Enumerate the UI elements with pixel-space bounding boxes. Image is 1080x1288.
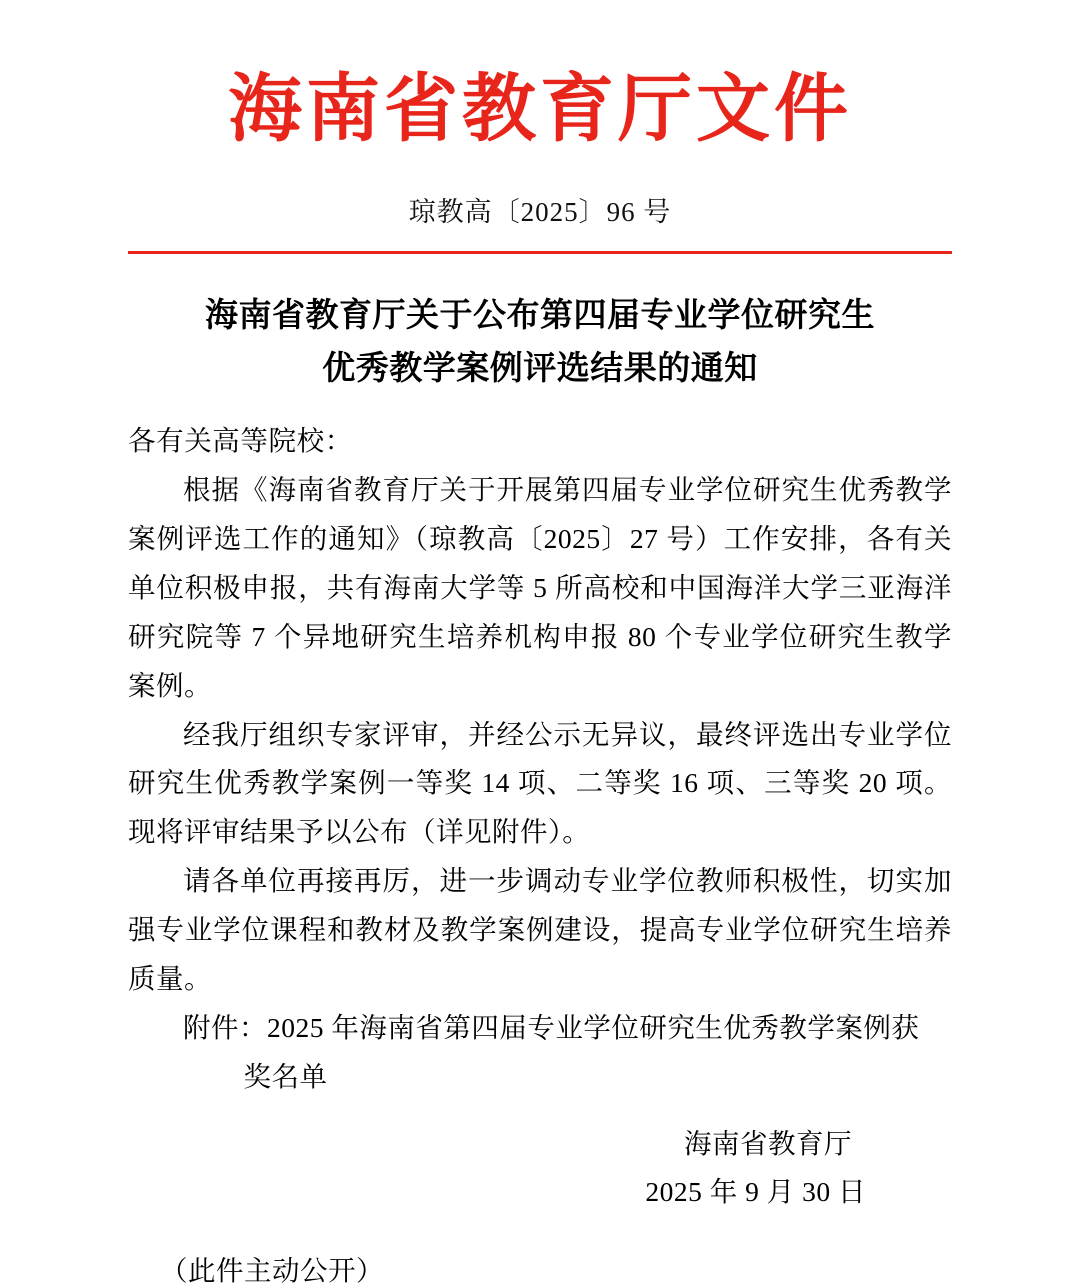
signature-date: 2025 年 9 月 30 日 [645, 1176, 866, 1208]
document-header-title: 海南省教育厅文件 [228, 66, 852, 152]
main-title-line-2: 优秀教学案例评选结果的通知 [322, 348, 758, 388]
attachment-line-1: 附件：2025 年海南省第四届专业学位研究生优秀教学案例获 [183, 1012, 920, 1044]
body-paragraph-3: 请各单位再接再厉，进一步调动专业学位教师积极性，切实加强专业学位课程和教材及教学案例建设，提高专业学位研究生培养质量。 [128, 865, 952, 995]
attachment-line-2: 奖名单 [243, 1061, 328, 1093]
red-divider-rule [128, 251, 952, 254]
signature-organization: 海南省教育厅 [684, 1128, 852, 1160]
body-paragraph-2: 经我厅组织专家评审，并经公示无异议，最终评选出专业学位研究生优秀教学案例一等奖 14 项、二等奖 16 项、三等奖 20 项。现将评审结果予以公布（详见附件）。 [128, 718, 952, 848]
footer-note: （此件主动公开） [160, 1255, 384, 1287]
document-number: 琼教高〔2025〕96 号 [408, 197, 672, 227]
salutation: 各有关高等院校： [128, 424, 353, 456]
document-main-title [128, 288, 952, 395]
body-paragraph-1: 根据《海南省教育厅关于开展第四届专业学位研究生优秀教学案例评选工作的通知》（琼教高〔2025〕27 号）工作安排，各有关单位积极申报，共有海南大学等 5 所高校和中国海洋大学三亚海洋研究院等 7 个异地研究生培养机构申报 80 个专业学位研究生教学案例。 [128, 473, 952, 701]
main-title-line-1: 海南省教育厅关于公布第四届专业学位研究生 [205, 295, 875, 334]
